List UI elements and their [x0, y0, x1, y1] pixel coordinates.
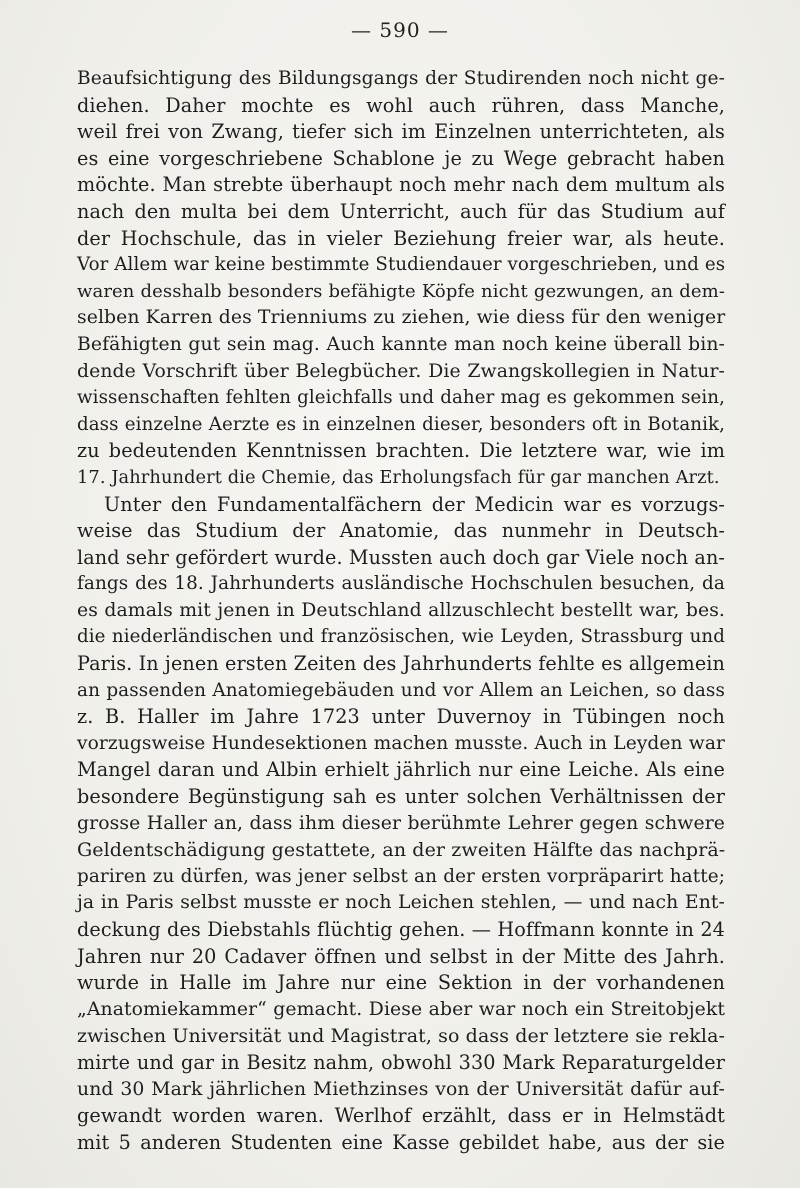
text-line: pariren zu dürfen, was jener selbst an der ersten vorpräparirt hatte;	[77, 865, 725, 887]
text-line: 17. Jahrhundert die Chemie, das Erholungsfach für gar manchen Arzt.	[77, 466, 720, 488]
text-line: „Anatomiekammer“ gemacht. Diese aber war noch ein Streitobjekt	[77, 998, 725, 1020]
text-line: mirte und gar in Besitz nahm, obwohl 330 Mark Reparaturgelder	[77, 1050, 725, 1074]
text-line: weise das Studium der Anatomie, das nunmehr in Deutsch-	[77, 519, 725, 543]
text-line: wissenschaften fehlten gleichfalls und daher mag es gekommen sein,	[77, 387, 725, 409]
text-line: an passenden Anatomiegebäuden und vor Allem an Leichen, so dass	[77, 679, 725, 701]
text-line: waren desshalb besonders befähigte Köpfe nicht gezwungen, an dem-	[77, 280, 725, 302]
text-line: besondere Begünstigung sah es unter solchen Verhältnissen der	[77, 785, 725, 809]
text-line: land sehr gefördert wurde. Mussten auch doch gar Viele noch an-	[77, 545, 725, 569]
text-line: Unter den Fundamentalfächern der Medicin war es vorzugs-	[104, 492, 725, 516]
text-line: grosse Haller an, dass ihm dieser berühmte Lehrer gegen schwere	[77, 812, 725, 834]
text-line: fangs des 18. Jahrhunderts ausländische Hochschulen besuchen, da	[77, 573, 725, 595]
text-line: wurde in Halle im Jahre nur eine Sektion in der vorhandenen	[77, 971, 725, 995]
text-line: zwischen Universität und Magistrat, so dass der letztere sie rekla-	[77, 1025, 726, 1048]
text-line: und 30 Mark jährlichen Miethzinses von der Universität dafür auf-	[77, 1078, 725, 1100]
text-line: weil frei von Zwang, tiefer sich im Einzelnen unterrichteten, als	[77, 120, 725, 144]
text-line: deckung des Diebstahls flüchtig gehen. — Hoffmann konnte in 24	[77, 918, 725, 941]
text-line: ja in Paris selbst musste er noch Leichen stehlen, — und nach Ent-	[77, 892, 725, 914]
text-line: Geldentschädigung gestattete, an der zweiten Hälfte das nachprä-	[77, 839, 726, 862]
text-line: mit 5 anderen Studenten eine Kasse gebildet habe, aus der sie	[77, 1130, 725, 1154]
text-line: Paris. In jenen ersten Zeiten des Jahrhunderts fehlte es allgemein	[77, 652, 725, 676]
text-line: der Hochschule, das in vieler Beziehung freier war, als heute.	[77, 226, 725, 250]
page-number: — 590 —	[351, 18, 449, 42]
text-line: gewandt worden waren. Werlhof erzählt, dass er in Helmstädt	[77, 1104, 725, 1128]
text-line: nach den multa bei dem Unterricht, auch für das Studium auf	[77, 199, 725, 223]
body-text	[77, 66, 725, 1156]
text-line: vorzugsweise Hundesektionen machen musste. Auch in Leyden war	[77, 732, 725, 754]
text-line: z. B. Haller im Jahre 1723 unter Duvernoy in Tübingen noch	[77, 705, 725, 729]
text-line: dass einzelne Aerzte es in einzelnen dieser, besonders oft in Botanik,	[77, 413, 725, 435]
text-line: Jahren nur 20 Cadaver öffnen und selbst in der Mitte des Jahrh.	[77, 944, 725, 968]
text-line: die niederländischen und französischen, wie Leyden, Strassburg und	[77, 626, 725, 648]
text-line: es eine vorgeschriebene Schablone je zu Wege gebracht haben	[77, 146, 725, 170]
text-line: dende Vorschrift über Belegbücher. Die Zwangskollegien in Natur-	[77, 360, 725, 382]
text-line: möchte. Man strebte überhaupt noch mehr nach dem multum als	[77, 173, 725, 197]
text-line: es damals mit jenen in Deutschland allzuschlecht bestellt war, bes.	[77, 599, 725, 621]
text-line: zu bedeutenden Kenntnissen brachten. Die letztere war, wie im	[77, 439, 725, 463]
text-line: Mangel daran und Albin erhielt jährlich nur eine Leiche. Als eine	[77, 758, 725, 782]
text-line: selben Karren des Trienniums zu ziehen, wie diess für den weniger	[77, 307, 726, 329]
text-line: Vor Allem war keine bestimmte Studiendauer vorgeschrieben, und es	[77, 254, 726, 276]
text-line: Befähigten gut sein mag. Auch kannte man noch keine überall bin-	[77, 333, 725, 355]
text-line: diehen. Daher mochte es wohl auch rühren, dass Manche,	[77, 93, 725, 117]
text-line: Beaufsichtigung des Bildungsgangs der Studirenden noch nicht ge-	[77, 68, 725, 89]
